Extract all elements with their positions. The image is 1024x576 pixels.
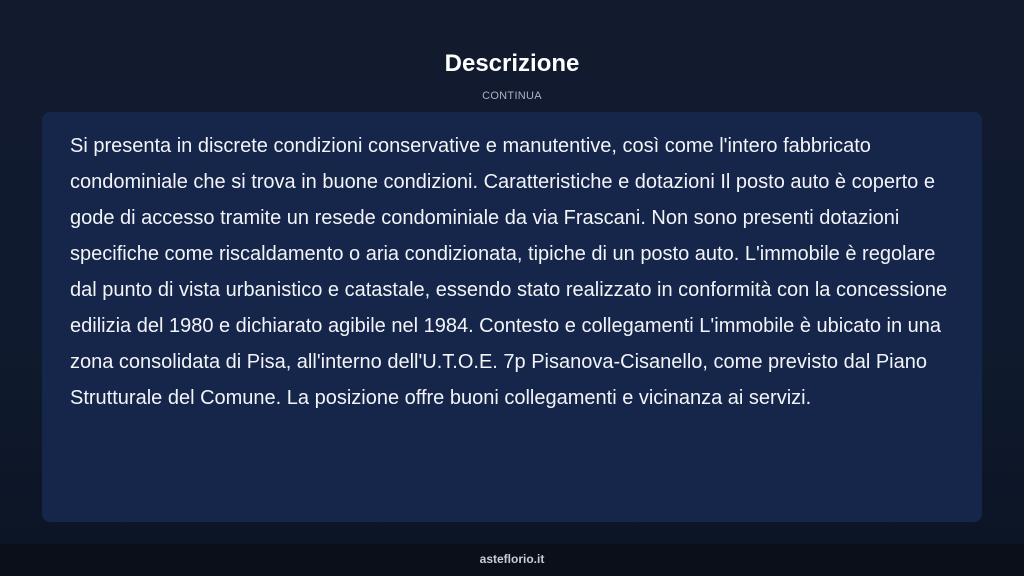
site-name: asteflorio.it (479, 552, 545, 566)
continue-label: CONTINUA (482, 90, 542, 102)
description-card (42, 112, 982, 522)
description-text: Si presenta in discrete condizioni conservative e manutentive, così come l'intero fabbricato condominiale che si trova in buone condizioni. Caratteristiche e dotazioni Il posto auto è coperto e gode di accesso tramite un resede condominiale da via Frascani. Non sono presenti dotazioni specifiche come riscaldamento o aria condizionata, tipiche di un posto auto. L'immobile è regolare dal punto di vista urbanistico e catastale, essendo stato realizzato in conformità con la concessione edilizia del 1980 e dichiarato agibile nel 1984. Contesto e collegamenti L'immobile è ubicato in una zona consolidata di Pisa, all'interno dell'U.T.O.E. 7p Pisanova-Cisanello, come previsto dal Piano Strutturale del Comune. La posizione offre buoni collegamenti e vicinanza ai servizi. (70, 135, 948, 409)
footer-bar (0, 544, 1024, 576)
page-title: Descrizione (444, 50, 580, 77)
